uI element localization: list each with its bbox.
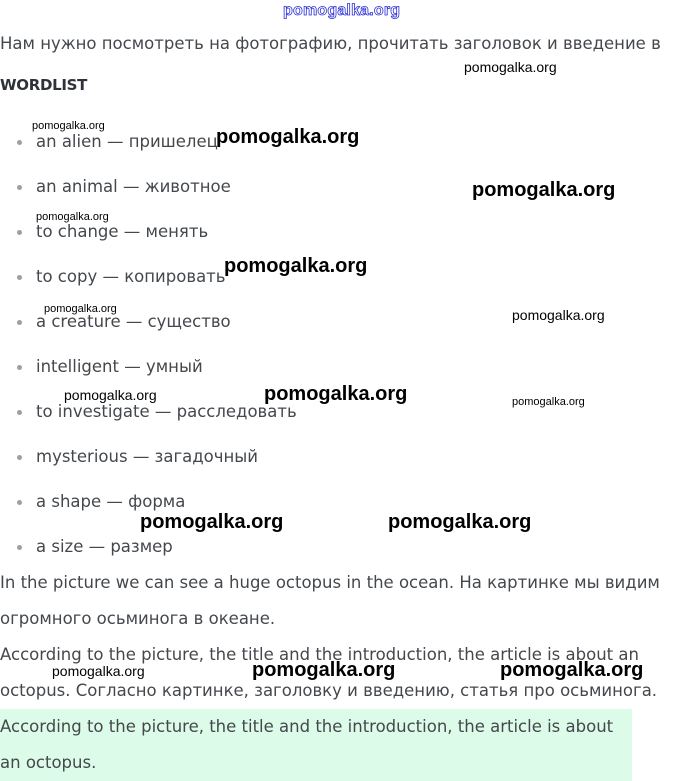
word-entry: a shape — форма [36, 492, 186, 511]
wordlist-heading: WORDLIST [0, 76, 88, 94]
watermark-text: pomogalka.org [472, 179, 616, 201]
watermark-text: pomogalka.org [52, 663, 145, 679]
watermark-text: pomogalka.org [36, 211, 109, 223]
word-entry: to investigate — расследовать [36, 402, 297, 421]
watermark-text: pomogalka.org [264, 383, 408, 405]
bullet-icon [17, 365, 22, 370]
bullet-icon [17, 275, 22, 280]
watermark-text: pomogalka.org [512, 307, 605, 323]
watermark-text: pomogalka.org [252, 659, 396, 681]
watermark-text: pomogalka.org [44, 303, 117, 315]
paragraph-article: According to the picture, the title and the introduction, the article is about an octopus. Согласно картинке, заголовку и введению, статья про осьминога. [0, 645, 658, 700]
bullet-icon [17, 410, 22, 415]
answer-text: According to the picture, the title and the introduction, the article is about an octopus. [0, 717, 614, 772]
word-entry: a creature — существо [36, 312, 231, 331]
watermark-text: pomogalka.org [140, 511, 284, 533]
watermark-text: pomogalka.org [64, 387, 157, 403]
bullet-icon [17, 320, 22, 325]
site-watermark-top: pomogalka.org [283, 2, 401, 19]
bullet-icon [17, 500, 22, 505]
word-entry: to change — менять [36, 222, 209, 241]
word-entry: a size — размер [36, 537, 173, 556]
word-entry: mysterious — загадочный [36, 447, 259, 466]
watermark-text: pomogalka.org [216, 126, 360, 148]
watermark-text: pomogalka.org [388, 511, 532, 533]
watermark-text: pomogalka.org [500, 659, 644, 681]
intro-text: Нам нужно посмотреть на фотографию, прочитать заголовок и введение в [0, 34, 661, 53]
watermark-text: pomogalka.org [464, 59, 557, 75]
watermark-text: pomogalka.org [512, 396, 585, 408]
word-entry: an animal — животное [36, 177, 231, 196]
bullet-icon [17, 230, 22, 235]
bullet-icon [17, 545, 22, 550]
bullet-icon [17, 185, 22, 190]
bullet-icon [17, 455, 22, 460]
watermark-text: pomogalka.org [32, 120, 105, 132]
word-entry: to copy — копировать [36, 267, 226, 286]
paragraph-picture: In the picture we can see a huge octopus in the ocean. На картинке мы видим огромного осьминога в океане. [0, 573, 660, 628]
watermark-text: pomogalka.org [224, 255, 368, 277]
word-entry: intelligent — умный [36, 357, 203, 376]
bullet-icon [17, 140, 22, 145]
word-entry: an alien — пришелец [36, 132, 218, 151]
